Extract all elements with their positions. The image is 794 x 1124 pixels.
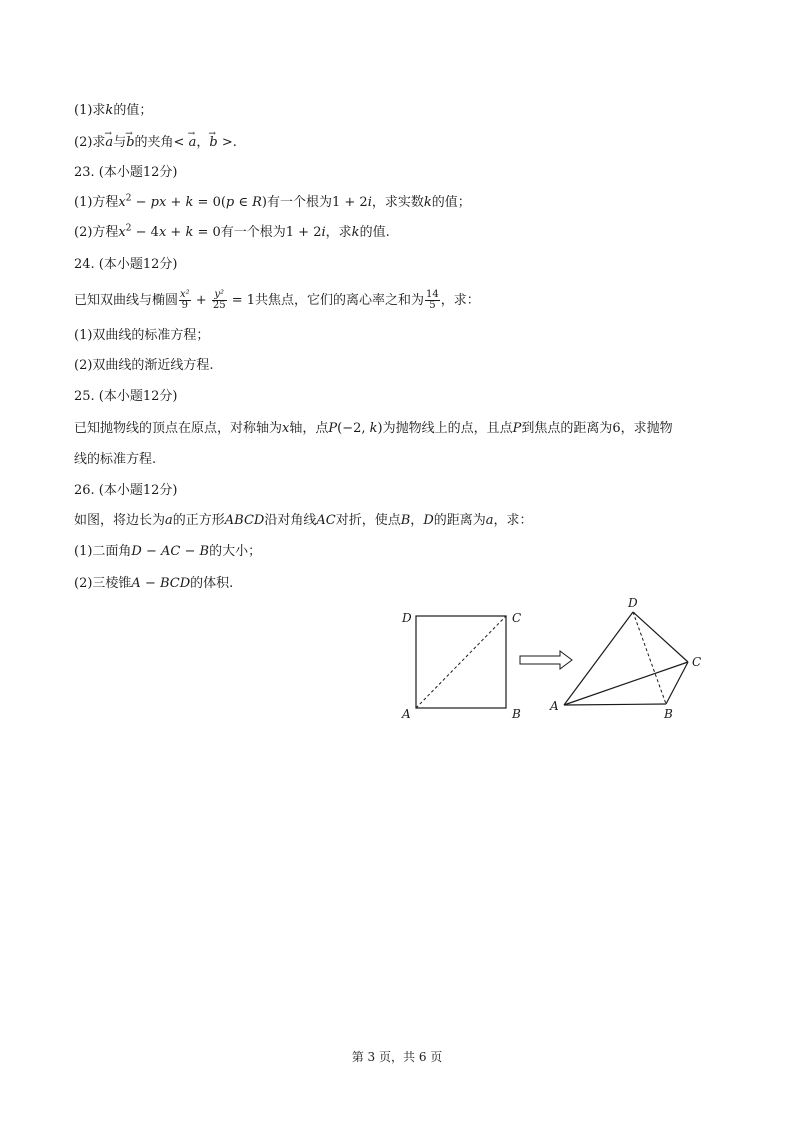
label-a: A bbox=[550, 699, 559, 713]
math-var: k bbox=[423, 195, 432, 210]
text: ，求： bbox=[440, 293, 480, 308]
math-var: x bbox=[118, 225, 126, 240]
text: (2)求 bbox=[74, 135, 106, 150]
text: (−2, bbox=[337, 421, 370, 436]
math-var: p bbox=[150, 195, 159, 210]
text: 与 bbox=[113, 135, 127, 150]
text: 对折，使点 bbox=[335, 513, 401, 528]
text: 已知抛物线的顶点在原点，对称轴为 bbox=[74, 421, 283, 436]
denominator: 25 bbox=[212, 300, 226, 311]
text: 沿对角线 bbox=[264, 513, 317, 528]
q26-intro bbox=[74, 512, 533, 530]
math-var: AC bbox=[316, 513, 336, 528]
math-var: i bbox=[367, 195, 372, 210]
text: + bbox=[191, 293, 211, 308]
q23-part2 bbox=[74, 224, 390, 242]
label-c: C bbox=[512, 611, 522, 625]
text: 的大小； bbox=[209, 544, 262, 559]
math-var: R bbox=[252, 195, 262, 210]
text: 的体积. bbox=[190, 576, 234, 591]
text: )为抛物线上的点，且点 bbox=[377, 421, 513, 436]
text: ， bbox=[410, 513, 424, 528]
q23-header: 23. (本小题12分) bbox=[74, 165, 178, 180]
math-var: P bbox=[512, 421, 522, 436]
text: < bbox=[173, 135, 189, 150]
label-c: C bbox=[692, 655, 702, 669]
text: − 4 bbox=[131, 225, 159, 240]
edge-dc bbox=[633, 612, 688, 662]
text: 的正方形 bbox=[172, 513, 225, 528]
math-var: D bbox=[423, 513, 434, 528]
text: = 0( bbox=[193, 195, 226, 210]
exponent: 2 bbox=[125, 193, 132, 204]
math-var: k bbox=[105, 103, 114, 118]
text: 的距离为 bbox=[433, 513, 486, 528]
fraction-y bbox=[212, 290, 227, 311]
q24-header: 24. (本小题12分) bbox=[74, 257, 178, 272]
text: 的夹角 bbox=[134, 135, 174, 150]
q26-part1 bbox=[74, 543, 261, 561]
q25-line2: 线的标准方程. bbox=[74, 452, 157, 467]
label-d: D bbox=[402, 611, 412, 625]
math-var: k bbox=[369, 421, 378, 436]
q24-part2: (2)双曲线的渐近线方程. bbox=[74, 358, 214, 373]
numerator: y² bbox=[212, 290, 227, 301]
text: 已知双曲线与椭圆 bbox=[74, 293, 179, 308]
edge-ab bbox=[564, 704, 666, 705]
text: (1)二面角 bbox=[74, 544, 132, 559]
text: ∈ bbox=[234, 195, 253, 210]
math-var: ABCD bbox=[224, 513, 265, 528]
q22-part1 bbox=[74, 102, 152, 120]
q24-intro bbox=[74, 290, 480, 311]
q25-header: 25. (本小题12分) bbox=[74, 389, 178, 404]
vector-b: → b bbox=[126, 134, 134, 152]
math-var: x bbox=[159, 195, 167, 210]
fraction-eccentricity bbox=[425, 290, 440, 311]
vector-b: → b bbox=[209, 134, 217, 152]
edge-db bbox=[633, 612, 666, 704]
text: = 0有一个根为1 + 2 bbox=[193, 225, 322, 240]
math-var: B bbox=[400, 513, 411, 528]
folded-tetrahedron bbox=[549, 596, 701, 721]
q26-header: 26. (本小题12分) bbox=[74, 483, 178, 498]
label-a: A bbox=[402, 707, 411, 721]
text: (2)三棱锥 bbox=[74, 576, 132, 591]
text: + bbox=[166, 225, 186, 240]
q26-part2 bbox=[74, 575, 233, 593]
q23-part1 bbox=[74, 194, 471, 212]
text: 的值； bbox=[113, 103, 153, 118]
page-footer: 第 3 页，共 6 页 bbox=[351, 1050, 443, 1064]
text: ，求 bbox=[325, 225, 352, 240]
text: ，求： bbox=[493, 513, 533, 528]
math-var: x bbox=[158, 225, 167, 240]
math-var: x bbox=[118, 195, 126, 210]
denominator: 5 bbox=[429, 300, 436, 311]
text: ， bbox=[196, 135, 210, 150]
text: (1)求 bbox=[74, 103, 106, 118]
text: 如图，将边长为 bbox=[74, 513, 166, 528]
text: (1)方程 bbox=[74, 195, 119, 210]
geometry-figure bbox=[394, 594, 714, 724]
text: ，求实数 bbox=[371, 195, 424, 210]
text: + bbox=[166, 195, 186, 210]
square-abcd bbox=[401, 611, 521, 721]
text: = 1共焦点，它们的离心率之和为 bbox=[227, 293, 425, 308]
q25-line1 bbox=[74, 420, 673, 438]
exponent: 2 bbox=[125, 223, 132, 234]
diagonal-ac bbox=[416, 616, 506, 708]
text: (2)方程 bbox=[74, 225, 119, 240]
text: 轴，点 bbox=[289, 421, 329, 436]
math-var: a bbox=[165, 513, 173, 528]
vector-a: → a bbox=[189, 134, 197, 152]
vector-a: → a bbox=[105, 134, 113, 152]
text: − bbox=[131, 195, 151, 210]
arrow-icon bbox=[520, 651, 572, 669]
q24-part1: (1)双曲线的标准方程； bbox=[74, 328, 210, 343]
fraction-x bbox=[179, 290, 191, 311]
label-d: D bbox=[628, 596, 638, 610]
edge-ad bbox=[564, 612, 633, 705]
denominator: 9 bbox=[181, 300, 189, 311]
numerator: 14 bbox=[426, 289, 439, 300]
text: 到焦点的距离为6，求抛物 bbox=[521, 421, 673, 436]
text: 的值； bbox=[431, 195, 471, 210]
math-var: P bbox=[328, 421, 338, 436]
text: >. bbox=[217, 135, 237, 150]
text: )有一个根为1 + 2 bbox=[261, 195, 368, 210]
math-var: k bbox=[185, 225, 194, 240]
math-var: p bbox=[225, 195, 235, 210]
numerator: x² bbox=[180, 289, 190, 300]
math-var: x bbox=[282, 421, 290, 436]
label-b: B bbox=[512, 707, 521, 721]
text: 的值. bbox=[359, 225, 390, 240]
math-var: a bbox=[485, 513, 494, 528]
q22-part2 bbox=[74, 134, 237, 152]
label-b: B bbox=[664, 707, 673, 721]
math-var: k bbox=[351, 225, 360, 240]
math-expr: D − AC − B bbox=[131, 544, 210, 559]
math-var: i bbox=[321, 225, 326, 240]
math-var: k bbox=[185, 195, 194, 210]
math-expr: A − BCD bbox=[131, 576, 191, 591]
